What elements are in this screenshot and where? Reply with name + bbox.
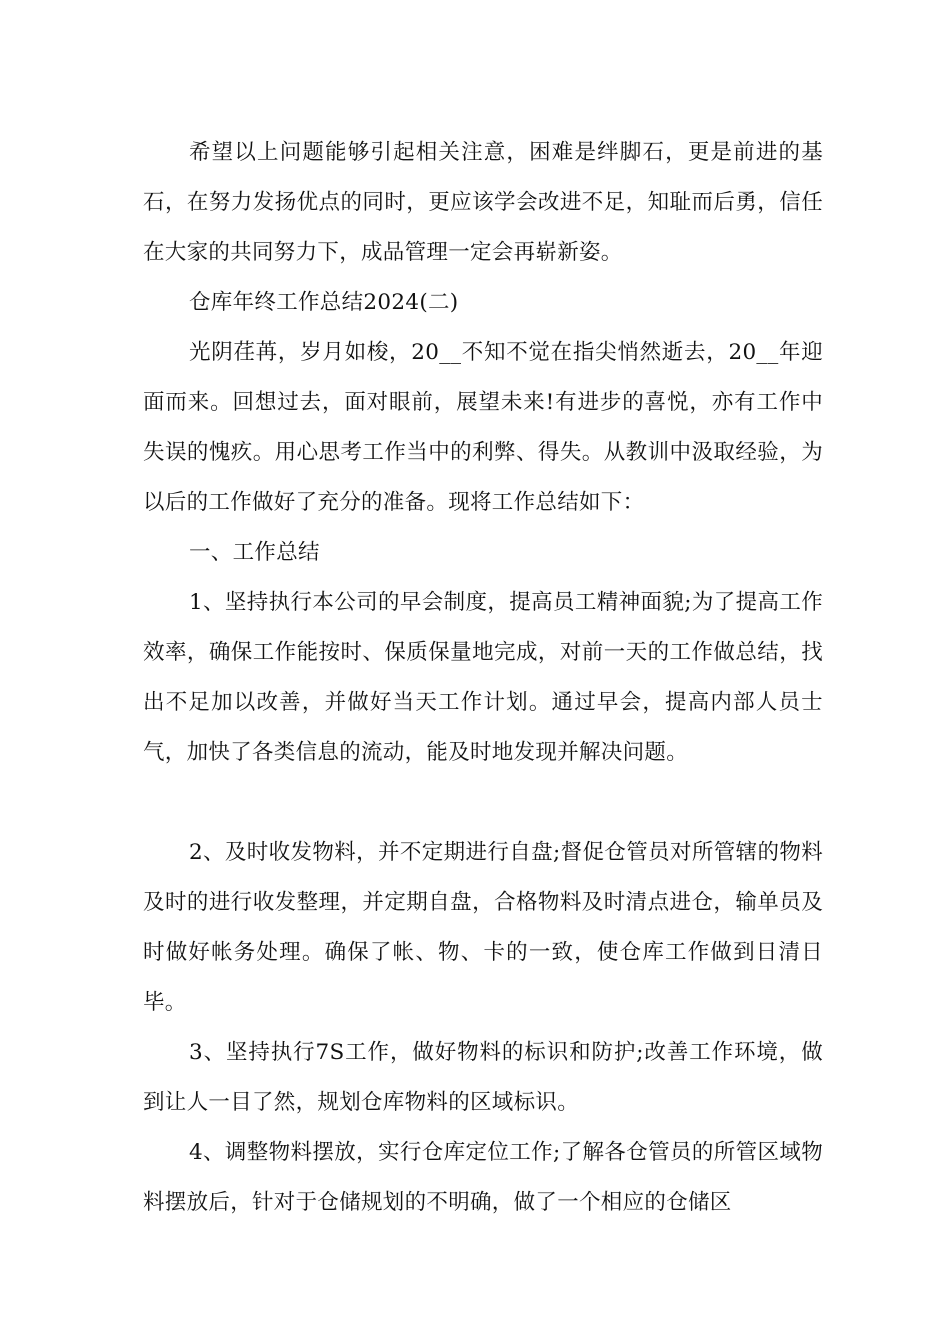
paragraph-intro: 光阴荏苒，岁月如梭，20__不知不觉在指尖悄然逝去，20__年迎面而来。回想过去，面对眼前，展望未来!有进步的喜悦，亦有工作中失误的愧疚。用心思考工作当中的利弊、得失。从教训中汲取经验，为以后的工作做好了充分的准备。现将工作总结如下： xyxy=(143,340,823,515)
paragraph-item-3: 3、坚持执行7S工作，做好物料的标识和防护;改善工作环境，做到让人一目了然，规划仓库物料的区域标识。 xyxy=(143,1040,823,1115)
heading-work-summary: 一、工作总结 xyxy=(189,540,320,565)
blank-line xyxy=(143,778,823,828)
paragraph-item-2: 2、及时收发物料，并不定期进行自盘;督促仓管员对所管辖的物料及时的进行收发整理，并定期自盘，合格物料及时清点进仓，输单员及时做好帐务处理。确保了帐、物、卡的一致，使仓库工作做到日清日毕。 xyxy=(143,840,823,1015)
paragraph-item-1: 1、坚持执行本公司的早会制度，提高员工精神面貌;为了提高工作效率，确保工作能按时、保质保量地完成，对前一天的工作做总结，找出不足加以改善，并做好当天工作计划。通过早会，提高内部人员士气，加快了各类信息的流动，能及时地发现并解决问题。 xyxy=(143,590,823,765)
paragraph-item-4: 4、调整物料摆放，实行仓库定位工作;了解各仓管员的所管区域物料摆放后，针对于仓储规划的不明确，做了一个相应的仓储区 xyxy=(143,1140,823,1215)
document-body xyxy=(143,128,823,1228)
section-title: 仓库年终工作总结2024(二) xyxy=(189,290,459,315)
paragraph-conclusion: 希望以上问题能够引起相关注意，困难是绊脚石，更是前进的基石，在努力发扬优点的同时，更应该学会改进不足，知耻而后勇，信任在大家的共同努力下，成品管理一定会再崭新姿。 xyxy=(143,140,823,265)
